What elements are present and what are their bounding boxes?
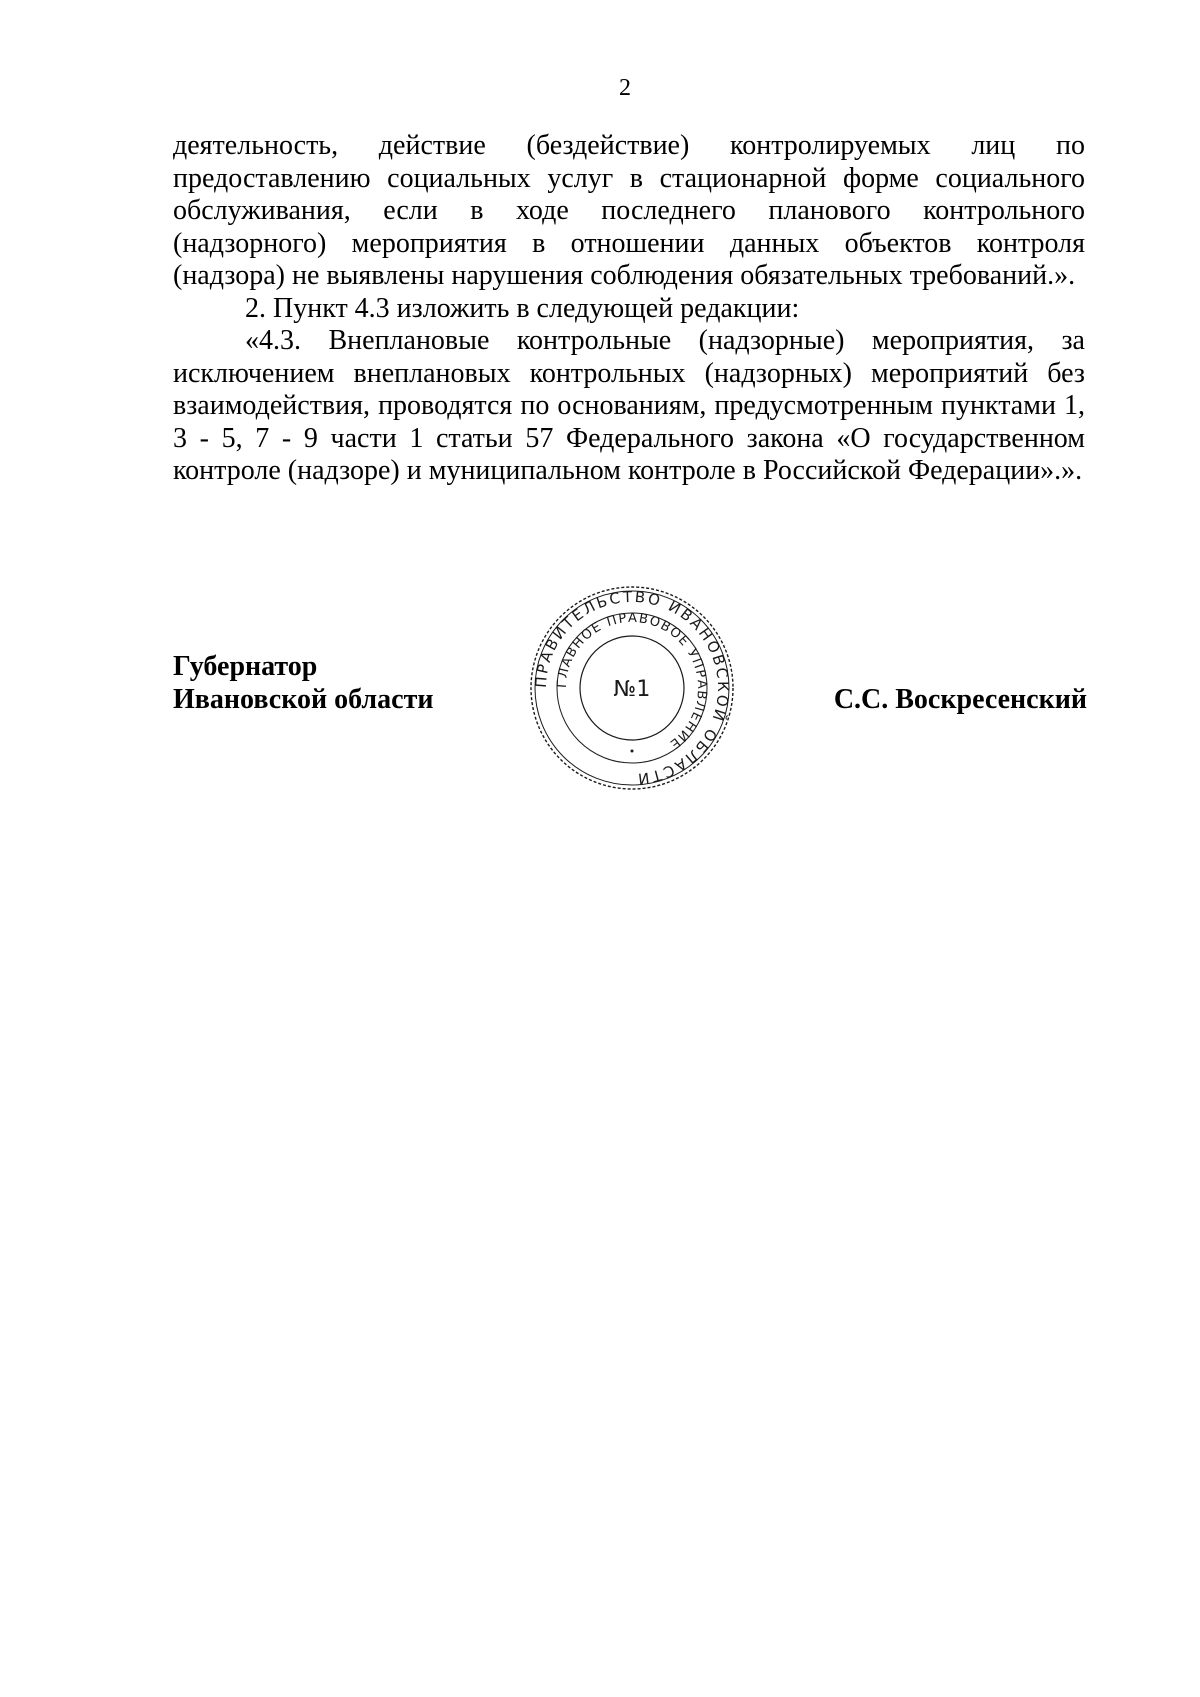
seal-outer-text: ПРАВИТЕЛЬСТВО ИВАНОВСКОЙ ОБЛАСТИ bbox=[531, 587, 733, 789]
paragraph-item-2: 2. Пункт 4.3 изложить в следующей редакции: bbox=[245, 292, 800, 324]
signatory-title-line-2: Ивановской области bbox=[173, 684, 434, 715]
signatory-title-line-1: Губернатор bbox=[173, 651, 318, 682]
paragraph-continuation: деятельность, действие (бездействие) контролируемых лиц по предоставлению социальных услуг в стационарной форме социального обслуживания, если в ходе последнего планового контрольного (надзорного) мероприятия в отношении данных объектов контроля (надзора) не выявлены нарушения соблюдения обязательных требований.». bbox=[173, 130, 1085, 291]
official-seal bbox=[527, 583, 737, 793]
signatory-title bbox=[173, 650, 433, 716]
signatory-name: С.С. Воскресенский bbox=[833, 684, 1087, 715]
document-body bbox=[173, 130, 1085, 488]
seal-number: №1 bbox=[613, 677, 651, 702]
seal-stamp-icon bbox=[527, 583, 737, 793]
paragraph-item-4-3: «4.3. Внеплановые контрольные (надзорные) мероприятия, за исключением внеплановых контрольных (надзорных) мероприятий без взаимодействия, проводятся по основаниям, предусмотренным пунктами 1, 3 - 5, 7 - 9 части 1 статьи 57 Федерального закона «О государственном контроле (надзоре) и муниципальном контроле в Российской Федерации».». bbox=[173, 325, 1085, 486]
seal-inner-text: ГЛАВНОЕ ПРАВОВОЕ УПРАВЛЕНИЕ bbox=[554, 610, 710, 752]
page-number: 2 bbox=[619, 75, 631, 101]
